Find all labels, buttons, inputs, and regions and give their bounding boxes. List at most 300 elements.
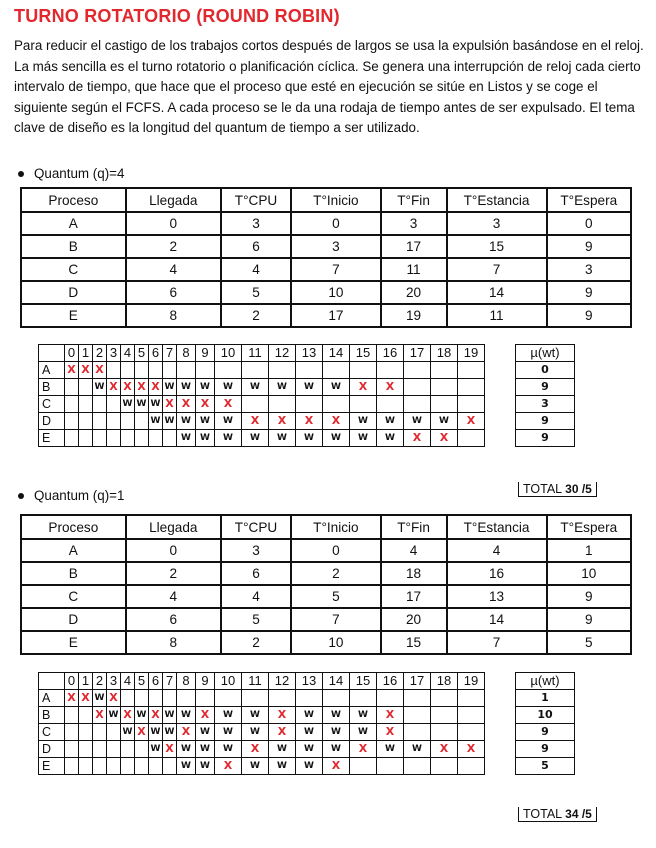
bullet-icon <box>18 171 24 177</box>
table-cell: 6 <box>221 235 291 258</box>
gantt-cell <box>296 396 323 413</box>
gantt-cell <box>65 413 79 430</box>
gantt-cell <box>296 362 323 379</box>
table-cell: 5 <box>221 608 291 631</box>
table-cell: 4 <box>221 258 291 281</box>
table-cell: 4 <box>221 585 291 608</box>
gantt-cell: W <box>215 707 242 724</box>
gantt-cell <box>404 758 431 775</box>
gantt-cell: W <box>149 724 163 741</box>
gantt-cell <box>65 724 79 741</box>
gantt-cell <box>458 362 485 379</box>
time-tick: 5 <box>135 673 149 690</box>
gantt-cell <box>107 413 121 430</box>
gantt-cell <box>458 707 485 724</box>
gantt-cell: W <box>296 724 323 741</box>
table-cell: 20 <box>381 281 447 304</box>
table-cell: 3 <box>221 539 291 562</box>
gantt-cell: W <box>163 413 177 430</box>
gantt-cell: X <box>215 758 242 775</box>
process-label: E <box>39 758 65 775</box>
table-cell: 3 <box>547 258 631 281</box>
gantt-row <box>39 430 575 447</box>
table-cell: 18 <box>381 562 447 585</box>
time-tick: 2 <box>93 673 107 690</box>
gantt-cell <box>93 413 107 430</box>
gantt-cell: W <box>377 430 404 447</box>
gantt-cell: W <box>296 758 323 775</box>
time-tick: 16 <box>377 673 404 690</box>
gantt-header-row <box>39 345 575 362</box>
gantt-spacer <box>485 396 516 413</box>
table-cell: D <box>21 281 126 304</box>
gantt-cell <box>135 690 149 707</box>
gantt-cell: X <box>93 362 107 379</box>
wait-value: 10 <box>516 707 575 724</box>
time-tick: 15 <box>350 673 377 690</box>
bullet-icon <box>18 493 24 499</box>
table-cell: E <box>21 631 126 654</box>
table-row <box>21 212 631 235</box>
gantt-cell <box>350 396 377 413</box>
process-label: B <box>39 707 65 724</box>
table-cell: 15 <box>381 631 447 654</box>
time-tick: 16 <box>377 345 404 362</box>
time-tick: 17 <box>404 345 431 362</box>
gantt-cell <box>242 396 269 413</box>
gantt-cell <box>93 430 107 447</box>
gantt-cell <box>65 430 79 447</box>
gantt-cell: W <box>377 741 404 758</box>
gantt-cell <box>149 758 163 775</box>
gantt-cell: W <box>163 707 177 724</box>
gantt-cell <box>135 362 149 379</box>
table-cell: 0 <box>291 212 380 235</box>
gantt-cell: W <box>196 741 215 758</box>
gantt-cell: X <box>121 707 135 724</box>
gantt-cell: W <box>296 379 323 396</box>
gantt-cell <box>377 690 404 707</box>
wait-value: 0 <box>516 362 575 379</box>
time-tick: 15 <box>350 345 377 362</box>
gantt-cell <box>79 413 93 430</box>
table-cell: 7 <box>447 258 547 281</box>
gantt-cell: X <box>163 396 177 413</box>
gantt-cell: W <box>215 724 242 741</box>
gantt-cell <box>121 430 135 447</box>
gantt-cell <box>431 707 458 724</box>
gantt-cell <box>431 758 458 775</box>
gantt-cell <box>135 758 149 775</box>
column-header: T°Estancia <box>447 188 547 212</box>
gantt-cell: X <box>269 724 296 741</box>
table-cell: 11 <box>381 258 447 281</box>
gantt-cell: W <box>149 396 163 413</box>
gantt-cell: W <box>242 758 269 775</box>
gantt-cell: W <box>323 724 350 741</box>
table-row <box>21 281 631 304</box>
gantt-cell: X <box>177 724 196 741</box>
time-tick: 18 <box>431 673 458 690</box>
gantt-cell <box>196 362 215 379</box>
gantt-cell <box>350 690 377 707</box>
time-tick: 12 <box>269 345 296 362</box>
gantt-cell: W <box>135 707 149 724</box>
gantt-cell <box>177 690 196 707</box>
gantt-cell <box>93 724 107 741</box>
table-cell: 9 <box>547 235 631 258</box>
gantt-spacer <box>485 741 516 758</box>
gantt-cell <box>323 396 350 413</box>
wait-value: 3 <box>516 396 575 413</box>
table-row <box>21 235 631 258</box>
wait-header: µ(wt) <box>516 673 575 690</box>
table-cell: 11 <box>447 304 547 327</box>
time-tick: 0 <box>65 345 79 362</box>
time-tick: 1 <box>79 673 93 690</box>
table-cell: 2 <box>221 631 291 654</box>
gantt-cell <box>107 396 121 413</box>
wait-value: 5 <box>516 758 575 775</box>
wait-header: µ(wt) <box>516 345 575 362</box>
intro-paragraph: Para reducir el castigo de los trabajos cortos después de largos se usa la expulsión basándose en el reloj. La más sencilla es el turno rotatorio o planificación cíclica. Se genera una interrupción de reloj cada cierto intervalo de tiempo, que hace que el proceso que esté en ejecución se sitúe en Listos y se coge el siguiente según el FCFS. A cada proceso se le da una rodaja de tiempo antes de ser expulsado. El tema clave de diseño es la longitud del quantum de tiempo a ser utilizado. <box>14 38 644 136</box>
column-header: T°Estancia <box>447 515 547 539</box>
process-table-q1 <box>20 514 632 655</box>
gantt-cell <box>269 690 296 707</box>
table-cell: 10 <box>547 562 631 585</box>
gantt-cell <box>163 362 177 379</box>
gantt-cell: X <box>296 413 323 430</box>
time-tick: 8 <box>177 673 196 690</box>
gantt-cell: W <box>215 430 242 447</box>
gantt-cell <box>135 741 149 758</box>
table-cell: E <box>21 304 126 327</box>
gantt-cell <box>196 690 215 707</box>
table-cell: 14 <box>447 281 547 304</box>
gantt-cell <box>215 690 242 707</box>
gantt-cell: X <box>65 362 79 379</box>
gantt-cell <box>296 690 323 707</box>
gantt-cell <box>65 396 79 413</box>
gantt-cell <box>323 362 350 379</box>
table-cell: C <box>21 258 126 281</box>
gantt-row <box>39 362 575 379</box>
time-tick: 13 <box>296 673 323 690</box>
gantt-cell <box>163 758 177 775</box>
gantt-cell <box>458 758 485 775</box>
gantt-cell: W <box>350 707 377 724</box>
table-cell: 7 <box>291 258 380 281</box>
time-tick: 5 <box>135 345 149 362</box>
gantt-cell: W <box>242 707 269 724</box>
time-tick: 3 <box>107 345 121 362</box>
gantt-cell: X <box>350 379 377 396</box>
gantt-chart-q4 <box>38 344 575 447</box>
table-cell: 2 <box>126 562 221 585</box>
gantt-cell: X <box>377 379 404 396</box>
gantt-cell <box>135 430 149 447</box>
gantt-cell <box>431 396 458 413</box>
process-label: A <box>39 362 65 379</box>
gantt-cell: W <box>296 741 323 758</box>
gantt-cell <box>242 362 269 379</box>
time-tick: 7 <box>163 345 177 362</box>
gantt-cell: X <box>163 741 177 758</box>
gantt-spacer <box>485 413 516 430</box>
gantt-cell: W <box>121 396 135 413</box>
table-cell: 16 <box>447 562 547 585</box>
gantt-cell: W <box>323 741 350 758</box>
gantt-cell <box>458 396 485 413</box>
table-header-row <box>21 188 631 212</box>
gantt-spacer <box>485 362 516 379</box>
table-header-row <box>21 515 631 539</box>
gantt-cell: X <box>135 379 149 396</box>
gantt-cell: X <box>404 430 431 447</box>
gantt-cell <box>404 362 431 379</box>
gantt-cell <box>121 741 135 758</box>
table-cell: C <box>21 585 126 608</box>
table-row <box>21 562 631 585</box>
gantt-cell: X <box>377 724 404 741</box>
gantt-spacer <box>485 690 516 707</box>
table-cell: 7 <box>447 631 547 654</box>
gantt-cell <box>149 690 163 707</box>
time-tick: 11 <box>242 345 269 362</box>
gantt-cell <box>135 413 149 430</box>
table-cell: D <box>21 608 126 631</box>
table-cell: 0 <box>547 212 631 235</box>
time-tick: 2 <box>93 345 107 362</box>
table-cell: 14 <box>447 608 547 631</box>
table-cell: 4 <box>447 539 547 562</box>
gantt-cell <box>458 724 485 741</box>
gantt-cell: W <box>404 741 431 758</box>
gantt-cell: X <box>242 413 269 430</box>
gantt-cell <box>65 379 79 396</box>
gantt-cell: W <box>350 430 377 447</box>
time-tick: 13 <box>296 345 323 362</box>
gantt-cell <box>93 741 107 758</box>
gantt-cell: X <box>196 707 215 724</box>
table-cell: B <box>21 235 126 258</box>
gantt-cell: X <box>107 379 121 396</box>
table-cell: 17 <box>291 304 380 327</box>
gantt-cell: W <box>296 707 323 724</box>
gantt-corner <box>39 345 65 362</box>
gantt-cell <box>163 690 177 707</box>
column-header: T°Fin <box>381 188 447 212</box>
gantt-cell <box>65 758 79 775</box>
table-cell: 9 <box>547 281 631 304</box>
gantt-cell: X <box>458 741 485 758</box>
gantt-cell: W <box>196 379 215 396</box>
wait-value: 9 <box>516 430 575 447</box>
column-header: T°Inicio <box>291 188 380 212</box>
table-cell: 8 <box>126 304 221 327</box>
section2-label: Quantum (q)=1 <box>18 488 124 503</box>
time-tick: 11 <box>242 673 269 690</box>
gantt-cell <box>79 396 93 413</box>
gantt-cell <box>121 758 135 775</box>
table-cell: 6 <box>126 608 221 631</box>
process-label: D <box>39 741 65 758</box>
gantt-cell <box>215 362 242 379</box>
table-cell: B <box>21 562 126 585</box>
column-header: T°Inicio <box>291 515 380 539</box>
wait-value: 1 <box>516 690 575 707</box>
gantt-row <box>39 741 575 758</box>
gantt-spacer <box>485 673 516 690</box>
time-tick: 10 <box>215 345 242 362</box>
gantt-cell <box>121 362 135 379</box>
gantt-cell: W <box>377 413 404 430</box>
gantt-cell <box>404 690 431 707</box>
gantt-cell: W <box>323 430 350 447</box>
gantt-spacer <box>485 430 516 447</box>
time-tick: 4 <box>121 673 135 690</box>
gantt-cell: X <box>269 707 296 724</box>
gantt-cell <box>79 741 93 758</box>
table-cell: 9 <box>547 608 631 631</box>
gantt-spacer <box>485 707 516 724</box>
gantt-cell: W <box>404 413 431 430</box>
table-cell: 1 <box>547 539 631 562</box>
table-cell: 2 <box>221 304 291 327</box>
process-label: B <box>39 379 65 396</box>
gantt-cell: W <box>177 413 196 430</box>
gantt-cell: W <box>149 413 163 430</box>
gantt-cell <box>177 362 196 379</box>
gantt-cell: X <box>458 413 485 430</box>
gantt-cell: X <box>107 690 121 707</box>
table-cell: 7 <box>291 608 380 631</box>
table-row <box>21 539 631 562</box>
table-cell: 3 <box>447 212 547 235</box>
gantt-corner <box>39 673 65 690</box>
table-cell: 2 <box>291 562 380 585</box>
table-cell: 5 <box>547 631 631 654</box>
total-q1: TOTAL 34 /5 <box>518 807 597 822</box>
gantt-cell: W <box>121 724 135 741</box>
gantt-cell <box>404 396 431 413</box>
gantt-cell: X <box>121 379 135 396</box>
table-cell: 6 <box>221 562 291 585</box>
gantt-row <box>39 724 575 741</box>
gantt-chart-q1 <box>38 672 575 775</box>
gantt-cell: W <box>350 413 377 430</box>
gantt-cell: X <box>323 758 350 775</box>
time-tick: 8 <box>177 345 196 362</box>
table-row <box>21 258 631 281</box>
time-tick: 6 <box>149 673 163 690</box>
table-cell: 5 <box>291 585 380 608</box>
gantt-cell: W <box>196 758 215 775</box>
time-tick: 9 <box>196 673 215 690</box>
gantt-cell: W <box>177 379 196 396</box>
process-label: C <box>39 724 65 741</box>
gantt-cell: W <box>242 379 269 396</box>
column-header: Llegada <box>126 515 221 539</box>
gantt-cell <box>163 430 177 447</box>
table-cell: 4 <box>381 539 447 562</box>
gantt-cell <box>107 430 121 447</box>
column-header: Proceso <box>21 515 126 539</box>
gantt-cell <box>65 707 79 724</box>
table-row <box>21 631 631 654</box>
gantt-cell <box>377 396 404 413</box>
wait-value: 9 <box>516 724 575 741</box>
gantt-cell <box>350 362 377 379</box>
gantt-cell <box>79 758 93 775</box>
table-cell: A <box>21 212 126 235</box>
gantt-cell: W <box>93 379 107 396</box>
gantt-cell: W <box>215 741 242 758</box>
gantt-cell <box>107 362 121 379</box>
gantt-cell: W <box>177 758 196 775</box>
column-header: Proceso <box>21 188 126 212</box>
gantt-header-row <box>39 673 575 690</box>
gantt-cell: W <box>93 690 107 707</box>
gantt-cell: W <box>323 379 350 396</box>
gantt-cell: X <box>177 396 196 413</box>
process-label: D <box>39 413 65 430</box>
gantt-cell: W <box>177 741 196 758</box>
gantt-cell <box>242 690 269 707</box>
gantt-cell <box>404 379 431 396</box>
time-tick: 12 <box>269 673 296 690</box>
gantt-cell <box>431 379 458 396</box>
time-tick: 17 <box>404 673 431 690</box>
gantt-cell: X <box>431 741 458 758</box>
gantt-cell: W <box>177 430 196 447</box>
wait-value: 9 <box>516 413 575 430</box>
gantt-spacer <box>485 724 516 741</box>
column-header: T°Espera <box>547 515 631 539</box>
table-cell: 4 <box>126 585 221 608</box>
gantt-cell <box>107 758 121 775</box>
table-row <box>21 585 631 608</box>
table-cell: 0 <box>126 539 221 562</box>
gantt-row <box>39 413 575 430</box>
table-cell: 13 <box>447 585 547 608</box>
gantt-cell <box>93 396 107 413</box>
gantt-spacer <box>485 379 516 396</box>
gantt-cell: W <box>323 707 350 724</box>
gantt-cell: W <box>242 724 269 741</box>
gantt-cell: X <box>135 724 149 741</box>
gantt-cell <box>404 707 431 724</box>
column-header: T°CPU <box>221 515 291 539</box>
table-cell: 5 <box>221 281 291 304</box>
gantt-cell: X <box>149 707 163 724</box>
table-cell: 0 <box>126 212 221 235</box>
gantt-cell <box>350 758 377 775</box>
time-tick: 4 <box>121 345 135 362</box>
process-label: C <box>39 396 65 413</box>
gantt-cell: X <box>323 413 350 430</box>
table-cell: 10 <box>291 631 380 654</box>
gantt-cell <box>404 724 431 741</box>
time-tick: 7 <box>163 673 177 690</box>
gantt-cell <box>458 430 485 447</box>
gantt-cell <box>149 362 163 379</box>
gantt-cell: W <box>350 724 377 741</box>
gantt-cell <box>107 724 121 741</box>
table-cell: 19 <box>381 304 447 327</box>
gantt-cell: X <box>350 741 377 758</box>
table-row <box>21 304 631 327</box>
